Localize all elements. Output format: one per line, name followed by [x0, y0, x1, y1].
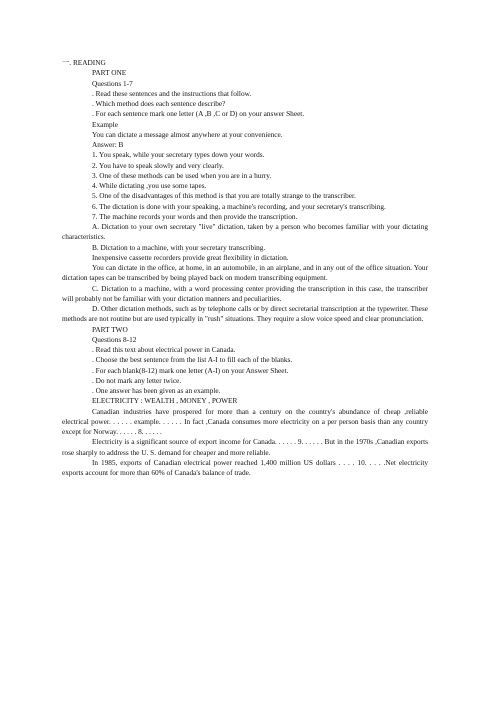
method-option: D. Other dictation methods, such as by telephone calls or by direct secretarial transcription at the typewriter. These methods are not routine but are used typically in "rush" situations. They require a slow voice speed and clear pronunciation. [62, 304, 428, 324]
instruction: . Read these sentences and the instructions that follow. [92, 88, 252, 98]
question-item: 2. You have to speak slowly and very clearly. [92, 160, 224, 170]
questions-range: Questions 1-7 [92, 78, 133, 88]
instruction: . Choose the best sentence from the list A-I to fill each of the blanks. [92, 355, 293, 365]
question-item: 5. One of the disadvantages of this method is that you are totally strange to the transcriber. [92, 191, 356, 201]
method-detail: You can dictate in the office, at home, in an automobile, in an airplane, and in any out of the office situation. Your dictation tapes can be transcribed by being played back on modern transcribing equipment. [62, 263, 428, 283]
question-item: 4. While dictating ,you use some tapes. [92, 181, 207, 190]
section-heading: 一. READING [62, 58, 106, 67]
part-two-title: PART TWO [92, 324, 128, 334]
instruction: . For each blank(8-12) mark one letter (A-I) on your Answer Sheet. [92, 365, 289, 375]
instruction: . One answer has been given as an example. [92, 386, 221, 395]
example-answer: Answer: B [92, 140, 124, 149]
part-one-title: PART ONE [92, 68, 127, 78]
question-item: 1. You speak, while your secretary types down your words. [92, 150, 265, 160]
instruction: . Do not mark any letter twice. [92, 375, 182, 385]
method-option: C. Dictation to a machine, with a word processing center providing the transcription in this case, the transcriber will probably not be familiar with your dictation manners and peculiarities. [62, 283, 428, 303]
instruction: . For each sentence mark one letter (A ,B ,C or D) on your answer Sheet. [92, 109, 305, 119]
question-item: 6. The dictation is done with your speaking, a machine's recording, and your secretary's transcribing. [92, 201, 386, 211]
method-detail: Inexpensive cassette recorders provide great flexibility in dictation. [92, 252, 289, 262]
document-page [62, 58, 428, 478]
example-label: Example [92, 119, 118, 129]
article-paragraph: Canadian industries have prospered for more than a century on the country's abundance of cheap ,reliable electrical power. . . . . . example. . . . . . In fact ,Canada consumes more electricity on a per person basis than any country except for Norway. . . . . . 8. . . . . . [62, 406, 428, 436]
instruction: . Which method does each sentence describe? [92, 99, 226, 108]
article-paragraph: Electricity is a significant source of export income for Canada. . . . . . 9. . . . . . But in the 1970s ,Canadian exports rose sharply to address the U. S. demand for cheaper and more reliable. [62, 437, 428, 457]
instruction: . Read this text about electrical power in Canada. [92, 345, 236, 354]
question-item: 7. The machine records your words and then provide the transcription. [92, 211, 298, 221]
method-option: A. Dictation to your own secretary "live" dictation, taken by a person who becomes familiar with your dictating characteristics. [62, 222, 428, 242]
questions-range: Questions 8-12 [92, 334, 137, 344]
question-item: 3. One of these methods can be used when you are in a hurry. [92, 170, 272, 180]
article-paragraph: In 1985, exports of Canadian electrical power reached 1,400 million US dollars . . . . 10. . . . .Net electricity exports account for more than 60% of Canada's balance of trade. [62, 457, 428, 477]
example-sentence: You can dictate a message almost anywhere at your convenience. [92, 129, 283, 139]
article-title: ELECTRICITY : WEALTH , MONEY , POWER [92, 396, 238, 406]
method-option: B. Dictation to a machine, with your secretary transcribing. [92, 242, 266, 252]
